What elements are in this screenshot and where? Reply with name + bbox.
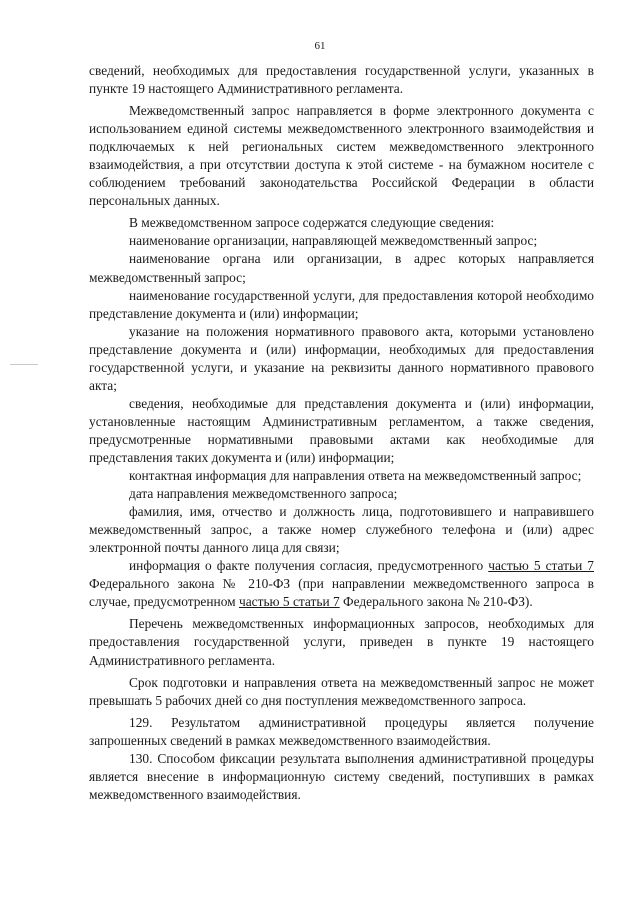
list-item-recipient-name: наименование органа или организации, в адрес которых направляется межведомственный запрос; <box>89 251 594 285</box>
scan-margin-mark <box>10 364 38 365</box>
law-link-part5-article7-second[interactable]: частью 5 статьи 7 <box>238 594 340 610</box>
law-link-part5-article7[interactable]: частью 5 статьи 7 <box>488 558 594 574</box>
paragraph-request-contents: В межведомственном запросе содержатся следующие сведения: <box>129 215 495 231</box>
consent-text-after: Федерального закона № 210-ФЗ). <box>339 594 533 610</box>
list-item-responsible-person: фамилия, имя, отчество и должность лица, подготовившего и направившего межведомственный запрос, а также номер служебного телефона и (или) адрес электронной почты данного лица для связи; <box>89 504 594 556</box>
list-item-required-info: сведения, необходимые для представления документа и (или) информации, установленные настоящим Административным регламентом, а также сведения, предусмотренные нормативными правовыми актами как необходимые для представления таких документа и (или) информации; <box>89 395 594 465</box>
paragraph-request-form: Межведомственный запрос направляется в форме электронного документа с использованием единой системы межведомственного электронного взаимодействия и подключаемых к ней региональных систем межведомственного электронного взаимодействия, а при отсутствии доступа к этой системе - на бумажном носителе с соблюдением требований законодательства Российской Федерации в области персональных данных. <box>89 103 594 209</box>
consent-text-before: информация о факте получения согласия, предусмотренного <box>129 558 489 574</box>
list-item-organization-name: наименование организации, направляющей межведомственный запрос; <box>129 233 538 249</box>
document-body <box>89 62 594 804</box>
list-item-request-date: дата направления межведомственного запроса; <box>129 486 398 502</box>
paragraph-129-result: 129. Результатом административной процедуры является получение запрошенных сведений в рамках межведомственного взаимодействия. <box>89 714 594 748</box>
list-item-legal-act: указание на положения нормативного правового акта, которыми установлено представление документа и (или) информации, необходимых для предоставления государственной услуги, и указание на реквизиты данного нормативного правового акта; <box>89 323 594 393</box>
list-item-consent-info <box>89 557 594 611</box>
consent-text-middle: Федерального закона № 210-ФЗ (при направлении межведомственного запроса в случае, предусмотренном <box>89 576 594 610</box>
paragraph-request-list: Перечень межведомственных информационных запросов, необходимых для предоставления государственной услуги, приведен в пункте 19 настоящего Административного регламента. <box>89 616 594 668</box>
list-item-service-name: наименование государственной услуги, для предоставления которой необходимо представление документа и (или) информации; <box>89 287 594 321</box>
paragraph-continuation: сведений, необходимых для предоставления государственной услуги, указанных в пункте 19 настоящего Административного регламента. <box>89 63 594 97</box>
page-number: 61 <box>314 40 326 52</box>
list-item-contact-info: контактная информация для направления ответа на межведомственный запрос; <box>129 468 582 484</box>
paragraph-response-deadline: Срок подготовки и направления ответа на межведомственный запрос не может превышать 5 рабочих дней со дня поступления межведомственного запроса. <box>89 674 594 708</box>
paragraph-130-fixation: 130. Способом фиксации результата выполнения административной процедуры является внесение в информационную систему сведений, поступивших в рамках межведомственного взаимодействия. <box>89 750 594 802</box>
